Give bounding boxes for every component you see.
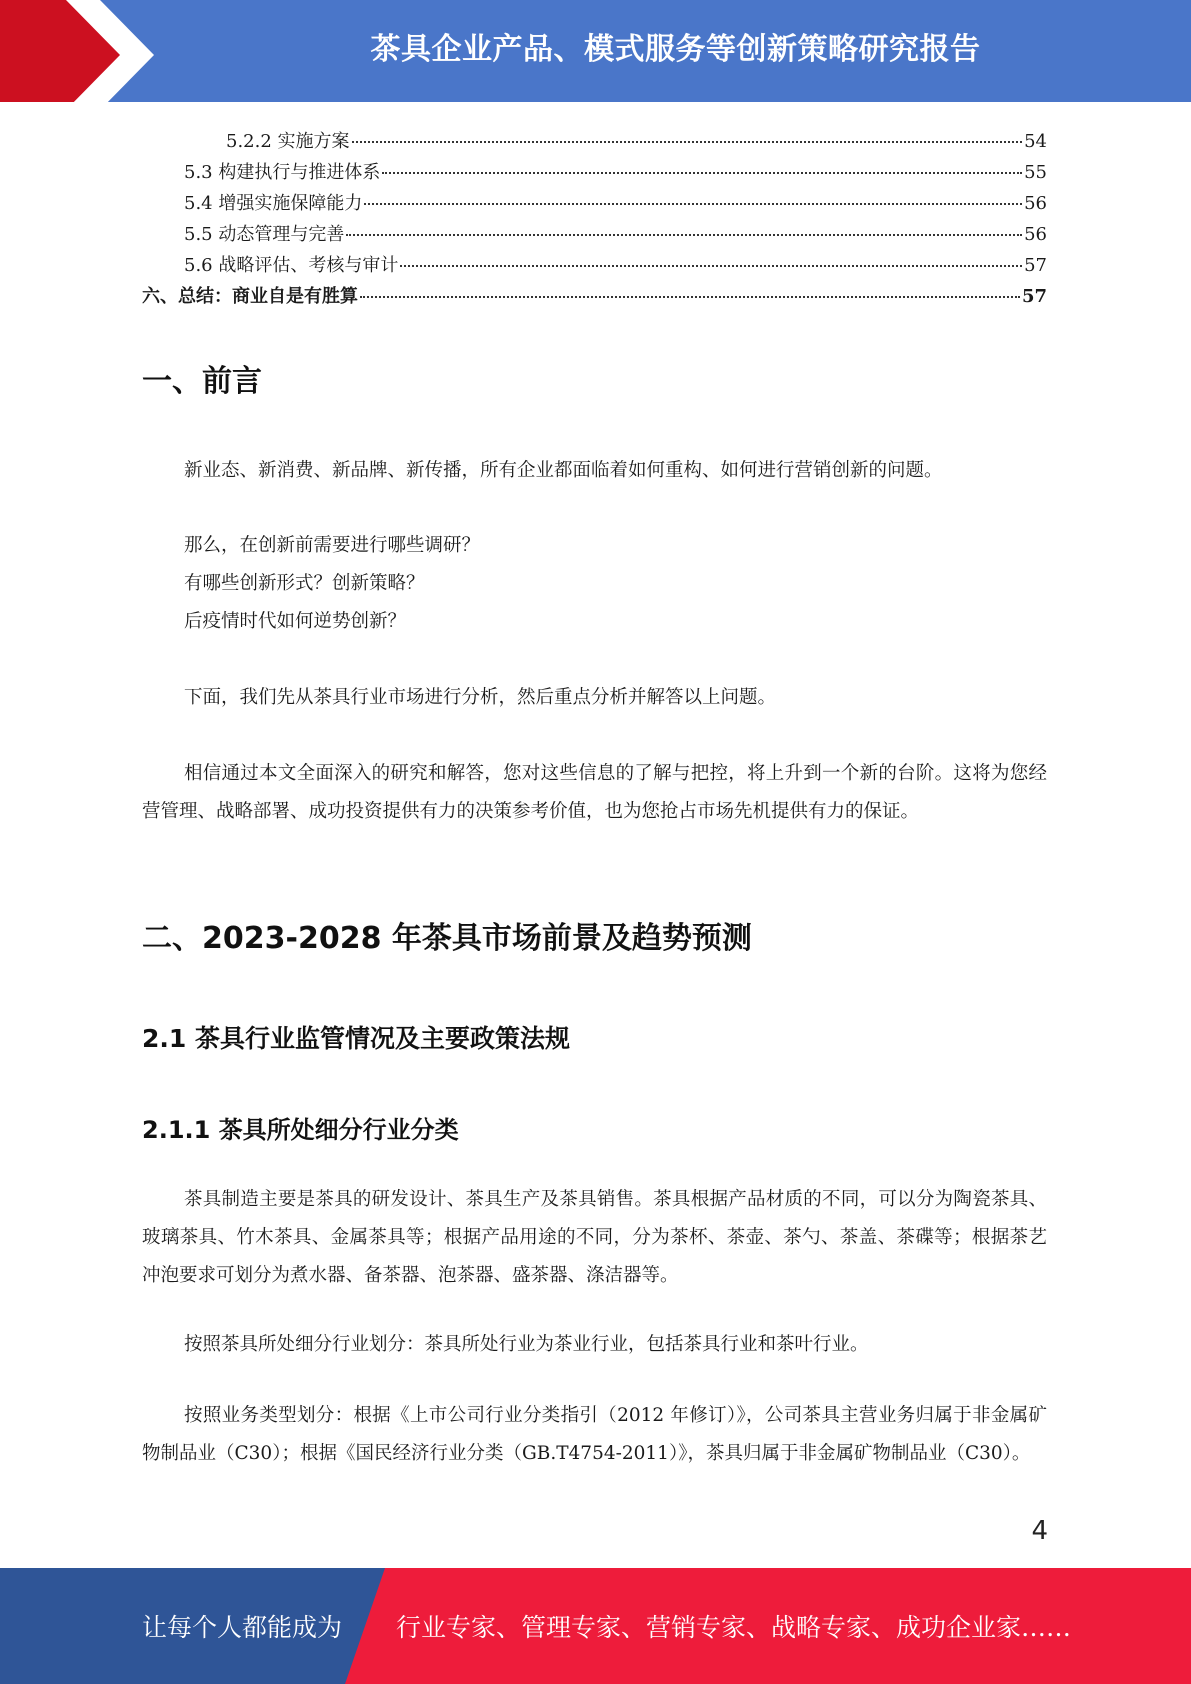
- toc-leader-dots: [352, 141, 1023, 143]
- page-header: [0, 0, 1191, 110]
- toc-entry[interactable]: [142, 251, 1047, 282]
- subsection-heading: 2.1 茶具行业监管情况及主要政策法规: [142, 1024, 570, 1053]
- question-line: 后疫情时代如何逆势创新？: [184, 611, 407, 632]
- toc-entry-page: 56: [1024, 193, 1047, 214]
- toc-leader-dots: [346, 234, 1022, 236]
- table-of-contents: [142, 127, 1047, 313]
- section-heading-market-forecast: 二、2023-2028 年茶具市场前景及趋势预测: [142, 921, 752, 956]
- toc-leader-dots: [360, 296, 1020, 298]
- footer-slogan-left: 让每个人都能成为: [142, 1613, 343, 1642]
- toc-entry-label: 5.2.2 实施方案: [226, 131, 350, 152]
- body-paragraph: 新业态、新消费、新品牌、新传播，所有企业都面临着如何重构、如何进行营销创新的问题。: [184, 460, 943, 481]
- toc-entry-page: 54: [1024, 131, 1047, 152]
- toc-entry-page: 55: [1024, 162, 1047, 183]
- toc-entry[interactable]: [142, 127, 1047, 158]
- body-paragraph: 按照业务类型划分：根据《上市公司行业分类指引（2012 年修订）》，公司茶具主营业务归属于非金属矿物制品业（C30）；根据《国民经济行业分类（GB.T4754-2011）》，茶具归属于非金属矿物制品业（C30）。: [142, 1405, 1047, 1464]
- toc-entry-label: 5.3 构建执行与推进体系: [184, 162, 381, 183]
- body-paragraph: 按照茶具所处细分行业划分：茶具所处行业为茶业行业，包括茶具行业和茶叶行业。: [184, 1334, 869, 1355]
- toc-entry-label: 5.6 战略评估、考核与审计: [184, 255, 399, 276]
- page-footer: [0, 1568, 1191, 1684]
- question-line: 那么，在创新前需要进行哪些调研？: [184, 535, 481, 556]
- subsubsection-heading: 2.1.1 茶具所处细分行业分类: [142, 1116, 459, 1144]
- section-heading-preface: 一、前言: [142, 364, 262, 399]
- toc-entry-label: 5.5 动态管理与完善: [184, 224, 345, 245]
- toc-entry-page: 57: [1021, 286, 1047, 307]
- toc-entry[interactable]: [142, 282, 1047, 313]
- toc-leader-dots: [364, 203, 1022, 205]
- toc-entry-page: 57: [1024, 255, 1047, 276]
- toc-leader-dots: [400, 265, 1022, 267]
- body-paragraph: 下面，我们先从茶具行业市场进行分析，然后重点分析并解答以上问题。: [184, 687, 777, 708]
- report-title: 茶具企业产品、模式服务等创新策略研究报告: [370, 32, 981, 67]
- toc-entry-label: 5.4 增强实施保障能力: [184, 193, 363, 214]
- footer-slogan-right: 行业专家、管理专家、营销专家、战略专家、成功企业家……: [396, 1613, 1072, 1642]
- toc-entry-page: 56: [1024, 224, 1047, 245]
- toc-entry[interactable]: [142, 158, 1047, 189]
- toc-leader-dots: [382, 172, 1022, 174]
- toc-entry[interactable]: [142, 220, 1047, 251]
- question-line: 有哪些创新形式？创新策略？: [184, 573, 425, 594]
- body-paragraph: 相信通过本文全面深入的研究和解答，您对这些信息的了解与把控，将上升到一个新的台阶。这将为您经营管理、战略部署、成功投资提供有力的决策参考价值，也为您抢占市场先机提供有力的保证。: [142, 763, 1047, 822]
- page-number: 4: [1031, 1516, 1048, 1546]
- body-paragraph: 茶具制造主要是茶具的研发设计、茶具生产及茶具销售。茶具根据产品材质的不同，可以分为陶瓷茶具、玻璃茶具、竹木茶具、金属茶具等；根据产品用途的不同，分为茶杯、茶壶、茶勺、茶盖、茶碟等；根据茶艺冲泡要求可划分为煮水器、备茶器、泡茶器、盛茶器、涤洁器等。: [142, 1189, 1047, 1286]
- toc-entry[interactable]: [142, 189, 1047, 220]
- toc-entry-label: 六、总结：商业自是有胜算: [142, 286, 358, 307]
